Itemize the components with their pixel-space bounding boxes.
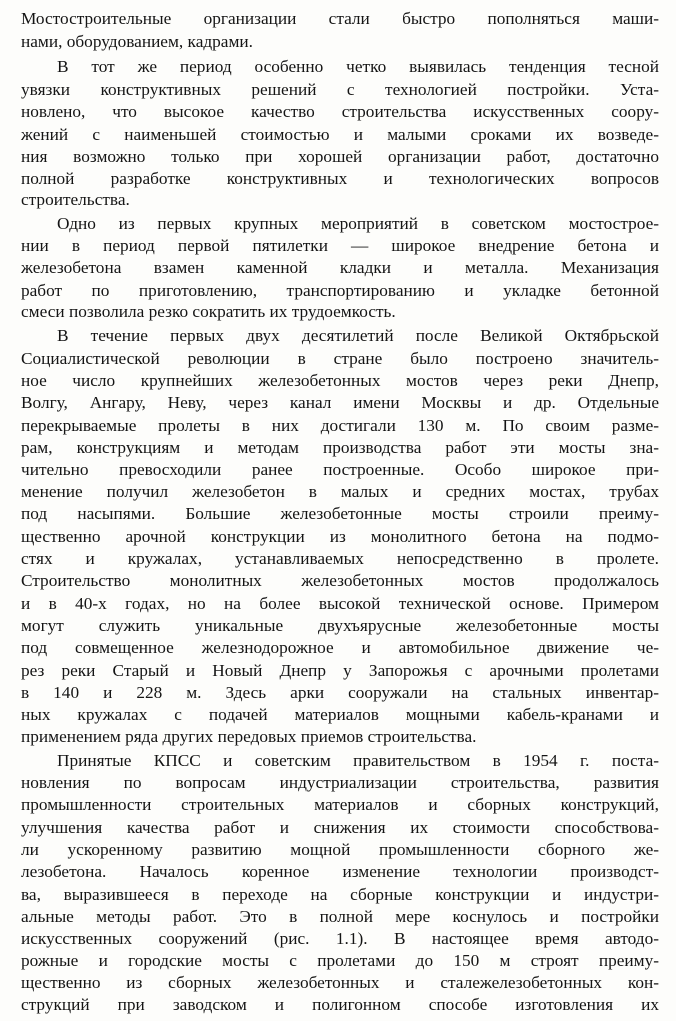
text-line: В течение первых двух десятилетий после Великой Октябрьской [57,326,659,345]
text-line: работ по приготовлению, транспортированию и укладке бетонной [21,281,659,300]
text-line: рожные и городские мосты с пролетами до 150 м строят преиму- [21,951,659,970]
text-line: струкций при заводском и полигонном способе изготовления их [21,995,659,1014]
text-line: Принятые КПСС и советским правительством в 1954 г. поста- [57,751,659,770]
text-line: смеси позволила резко сократить их трудоемкость. [21,302,396,321]
text-line: Одно из первых крупных мероприятий в советском мостострое- [57,214,659,233]
text-line: лезобетона. Началось коренное изменение технологии производст- [21,862,659,881]
text-line: увязки конструктивных решений с технологией постройки. Уста- [21,80,659,99]
text-line: чительно превосходили ранее построенные. Особо широкое при- [21,460,659,479]
text-line: рез реки Старый и Новый Днепр у Запорожья с арочными пролетами [21,661,659,680]
text-line: ли ускоренному развитию мощной промышленности сборного же- [21,840,659,859]
text-line: полной разработке конструктивных и технологических вопросов [21,169,659,188]
text-line: В тот же период особенно четко выявилась тенденция тесной [57,57,659,76]
text-line: ва, выразившееся в переходе на сборные конструкции и индустри- [21,885,659,904]
text-line: перекрываемые пролеты в них достигали 130 м. По своим разме- [21,416,659,435]
text-line: жений с наименьшей стоимостью и малыми сроками их возведе- [21,125,659,144]
text-line: щественно арочной конструкции из монолитного бетона на подмо- [21,527,659,546]
text-line: строительства. [21,190,130,209]
text-line: Волгу, Ангару, Неву, через канал имени Москвы и др. Отдельные [21,393,659,412]
text-line: под насыпями. Большие железобетонные мосты строили преиму- [21,504,659,523]
text-line: железобетона взамен каменной кладки и металла. Механизация [21,258,659,277]
text-line: рам, конструкциям и методам производства работ эти мосты зна- [21,438,659,457]
text-line: новления по вопросам индустриализации строительства, развития [21,773,659,792]
text-line: промышленности строительных материалов и сборных конструкций, [21,795,659,814]
text-line: применением ряда других передовых приемов строительства. [21,727,477,746]
text-line: Социалистической революции в стране было построено значитель- [21,349,659,368]
text-line: могут служить уникальные двухъярусные железобетонные мосты [21,616,659,635]
text-line: Строительство монолитных железобетонных мостов продолжалось [21,571,659,590]
text-line: альные методы работ. Это в полной мере коснулось и постройки [21,907,659,926]
text-line: улучшения качества работ и снижения их стоимости способствова- [21,818,659,837]
text-line: нами, оборудованием, кадрами. [21,32,253,51]
text-line: ния возможно только при хорошей организации работ, достаточно [21,147,659,166]
text-line: искусственных сооружений (рис. 1.1). В настоящее время автодо- [21,929,659,948]
text-line: новлено, что высокое качество строительства искусственных соору- [21,102,659,121]
text-line: и в 40-х годах, но на более высокой технической основе. Примером [21,594,659,613]
text-line: стях и кружалах, устанавливаемых непосредственно в пролете. [21,549,659,568]
text-line: под совмещенное железнодорожное и автомобильное движение че- [21,638,659,657]
text-line: ных кружалах с подачей материалов мощными кабель-кранами и [21,705,659,724]
text-line: ное число крупнейших железобетонных мостов через реки Днепр, [21,371,659,390]
text-line: менение получил железобетон в малых и средних мостах, трубах [21,482,659,501]
text-line: нии в период первой пятилетки — широкое внедрение бетона и [21,236,659,255]
text-line: щественно из сборных железобетонных и сталежелезобетонных кон- [21,973,659,992]
text-line: Мостостроительные организации стали быстро пополняться маши- [21,9,659,28]
text-line: в 140 и 228 м. Здесь арки сооружали на стальных инвентар- [21,683,659,702]
